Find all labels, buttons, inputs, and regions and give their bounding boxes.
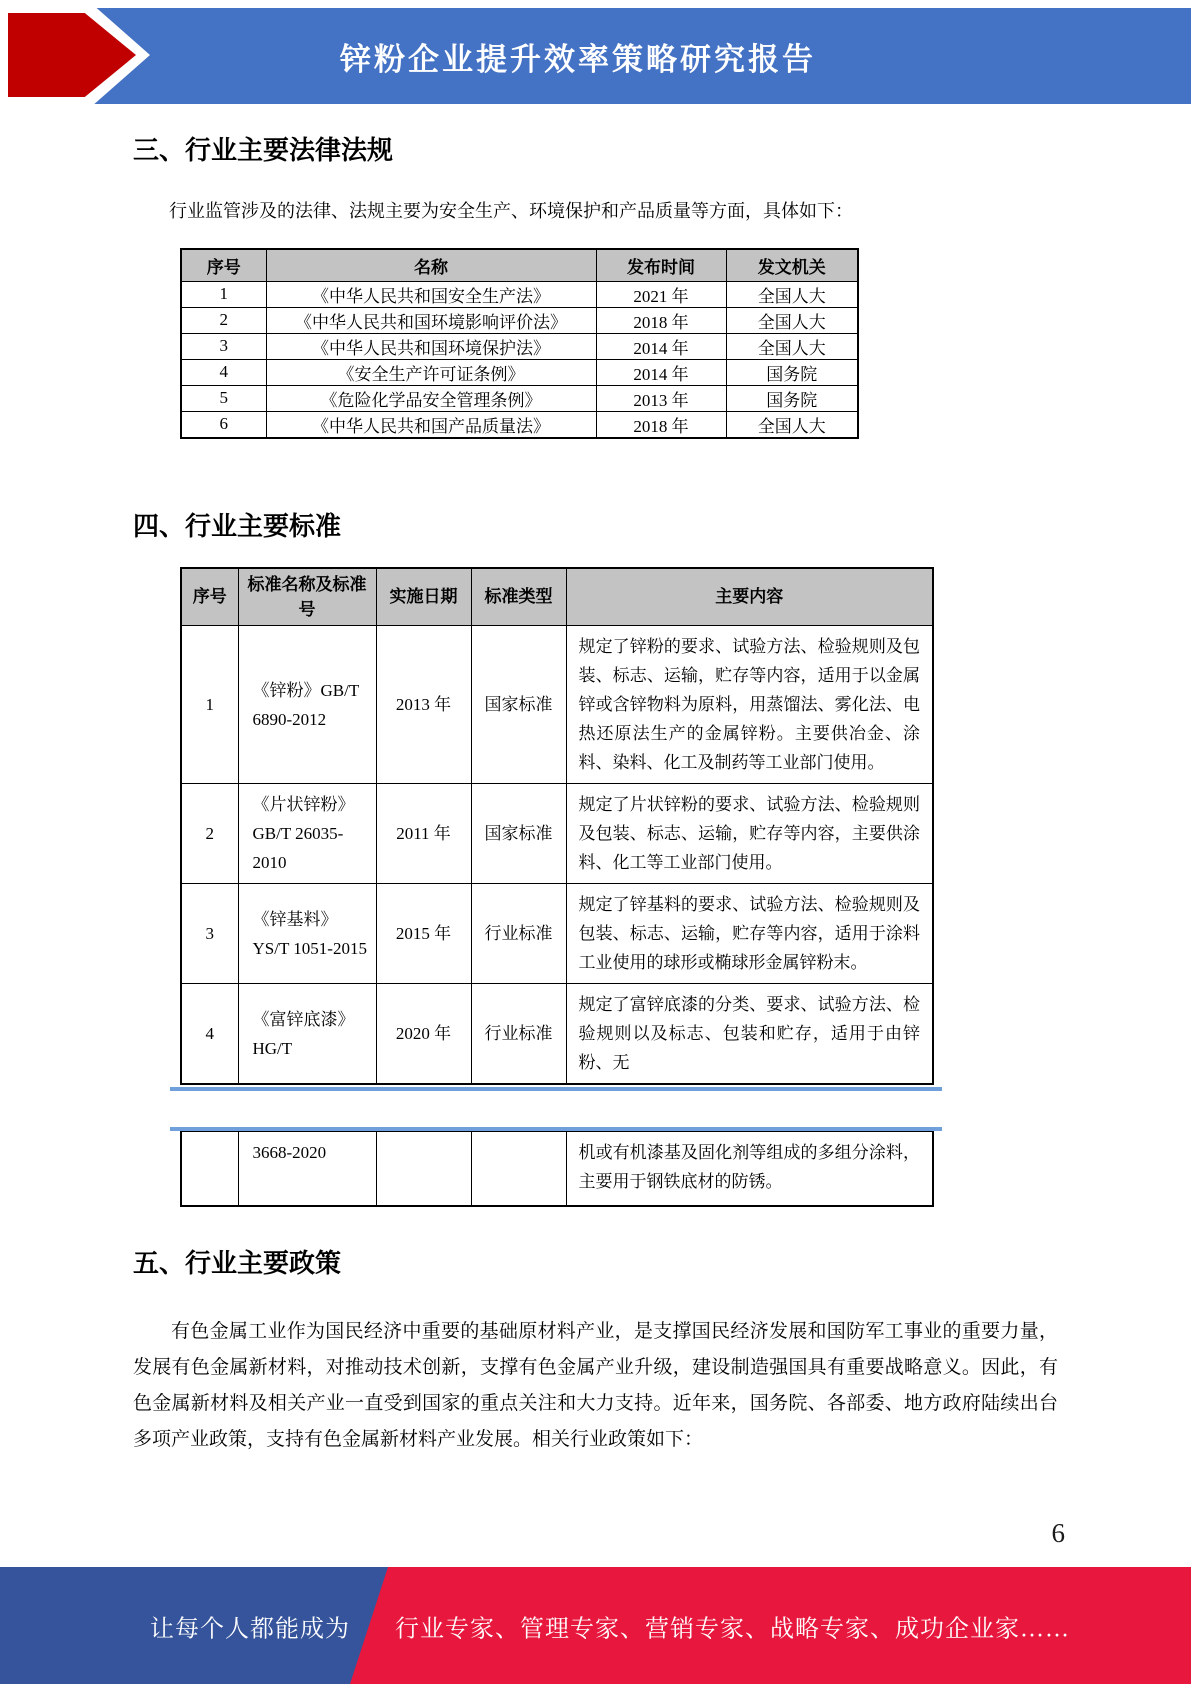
table-header-row	[181, 568, 933, 626]
table-cell: 2015 年	[376, 884, 471, 984]
table-cell: 行业标准	[471, 984, 566, 1085]
standards-overflow-table-wrap	[180, 1131, 1191, 1207]
policies-paragraph: 有色金属工业作为国民经济中重要的基础原材料产业，是支撑国民经济发展和国防军工事业的重要力量，发展有色金属新材料，对推动技术创新，支撑有色金属产业升级，建设制造强国具有重要战略意义。因此，有色金属新材料及相关产业一直受到国家的重点关注和大力支持。近年来，国务院、各部委、地方政府陆续出台多项产业政策，支持有色金属新材料产业发展。相关行业政策如下：	[133, 1320, 1058, 1450]
table-row	[181, 884, 933, 984]
page-number: 6	[1051, 1518, 1065, 1548]
table-cell: 全国人大	[726, 281, 858, 307]
table-row	[181, 281, 858, 307]
table-cell: 2013 年	[596, 385, 726, 411]
table-cell: 4	[181, 359, 266, 385]
table-row	[181, 411, 858, 438]
standards-table	[180, 567, 934, 1086]
column-header: 实施日期	[376, 568, 471, 626]
arrow-fill	[8, 13, 136, 97]
table-row	[181, 784, 933, 884]
table-cell: 2018 年	[596, 411, 726, 438]
column-header: 序号	[181, 568, 238, 626]
standards-overflow-table-body	[181, 1132, 933, 1206]
table-cell	[471, 1132, 566, 1206]
table-cell: 国家标准	[471, 784, 566, 884]
column-header: 序号	[181, 249, 266, 281]
section-heading-standards: 四、行业主要标准	[133, 510, 342, 541]
laws-table-wrap	[180, 248, 1191, 439]
table-cell: 规定了锌基料的要求、试验方法、检验规则及包装、标志、运输，贮存等内容，适用于涂料工业使用的球形或椭球形金属锌粉末。	[566, 884, 933, 984]
standards-table-wrap	[180, 567, 1191, 1086]
table-cell: 2	[181, 307, 266, 333]
table-cell: 全国人大	[726, 411, 858, 438]
table-cell: 机或有机漆基及固化剂等组成的多组分涂料，主要用于钢铁底材的防锈。	[566, 1132, 933, 1206]
table-cell: 2020 年	[376, 984, 471, 1085]
table-cell: 《锌粉》GB/T 6890-2012	[238, 626, 376, 784]
table-row	[181, 1132, 933, 1206]
table-cell: 6	[181, 411, 266, 438]
footer-slogan-left: 让每个人都能成为	[150, 1616, 350, 1642]
page-header-band	[55, 8, 1191, 104]
table-row	[181, 333, 858, 359]
laws-table-body	[181, 281, 858, 438]
section-heading-laws: 三、行业主要法律法规	[133, 135, 394, 165]
table-cell: 3	[181, 333, 266, 359]
table-cell: 全国人大	[726, 307, 858, 333]
table-cell: 国务院	[726, 385, 858, 411]
table-cell: 全国人大	[726, 333, 858, 359]
table-cell: 1	[181, 281, 266, 307]
table-cell: 3668-2020	[238, 1132, 376, 1206]
red-arrow-icon	[8, 5, 150, 105]
table-cell: 《中华人民共和国产品质量法》	[266, 411, 596, 438]
page-break-line	[170, 1087, 942, 1091]
laws-table	[180, 248, 859, 439]
table-cell: 2014 年	[596, 359, 726, 385]
table-cell: 《中华人民共和国环境影响评价法》	[266, 307, 596, 333]
table-cell: 《中华人民共和国环境保护法》	[266, 333, 596, 359]
column-header: 标准名称及标准号	[238, 568, 376, 626]
table-cell: 4	[181, 984, 238, 1085]
table-cell: 《锌基料》YS/T 1051-2015	[238, 884, 376, 984]
table-row	[181, 385, 858, 411]
table-cell: 3	[181, 884, 238, 984]
table-cell: 规定了锌粉的要求、试验方法、检验规则及包装、标志、运输，贮存等内容，适用于以金属锌或含锌物料为原料，用蒸馏法、雾化法、电热还原法生产的金属锌粉。主要供冶金、涂料、染料、化工及制药等工业部门使用。	[566, 626, 933, 784]
table-cell: 2021 年	[596, 281, 726, 307]
table-cell: 《危险化学品安全管理条例》	[266, 385, 596, 411]
table-cell: 《片状锌粉》 GB/T 26035-2010	[238, 784, 376, 884]
column-header: 名称	[266, 249, 596, 281]
standards-overflow-table	[180, 1131, 934, 1207]
table-cell: 国家标准	[471, 626, 566, 784]
table-row	[181, 307, 858, 333]
table-cell: 《安全生产许可证条例》	[266, 359, 596, 385]
table-cell: 规定了片状锌粉的要求、试验方法、检验规则及包装、标志、运输，贮存等内容，主要供涂料、化工等工业部门使用。	[566, 784, 933, 884]
page-title: 锌粉企业提升效率策略研究报告	[340, 41, 816, 77]
table-cell: 2011 年	[376, 784, 471, 884]
table-row	[181, 626, 933, 784]
column-header: 发布时间	[596, 249, 726, 281]
column-header: 发文机关	[726, 249, 858, 281]
laws-table-head	[181, 249, 858, 281]
footer-slogan-right: 行业专家、管理专家、营销专家、战略专家、成功企业家……	[395, 1616, 1070, 1642]
table-cell: 5	[181, 385, 266, 411]
footer-text-layer	[0, 1567, 1191, 1684]
table-cell: 1	[181, 626, 238, 784]
standards-table-body	[181, 626, 933, 1085]
table-cell	[181, 1132, 238, 1206]
table-cell: 2	[181, 784, 238, 884]
table-row	[181, 984, 933, 1085]
section-heading-policies: 五、行业主要政策	[133, 1247, 342, 1278]
table-cell	[376, 1132, 471, 1206]
table-cell: 《富锌底漆》 HG/T	[238, 984, 376, 1085]
laws-intro-paragraph: 行业监管涉及的法律、法规主要为安全生产、环境保护和产品质量等方面，具体如下：	[169, 201, 853, 221]
table-cell: 《中华人民共和国安全生产法》	[266, 281, 596, 307]
standards-table-head	[181, 568, 933, 626]
table-cell: 2018 年	[596, 307, 726, 333]
table-cell: 2014 年	[596, 333, 726, 359]
page-footer-band	[0, 1567, 1191, 1684]
table-cell: 国务院	[726, 359, 858, 385]
table-cell: 行业标准	[471, 884, 566, 984]
table-cell: 2013 年	[376, 626, 471, 784]
table-header-row	[181, 249, 858, 281]
table-cell: 规定了富锌底漆的分类、要求、试验方法、检验规则以及标志、包装和贮存，适用于由锌粉、无	[566, 984, 933, 1085]
column-header: 标准类型	[471, 568, 566, 626]
column-header: 主要内容	[566, 568, 933, 626]
table-row	[181, 359, 858, 385]
